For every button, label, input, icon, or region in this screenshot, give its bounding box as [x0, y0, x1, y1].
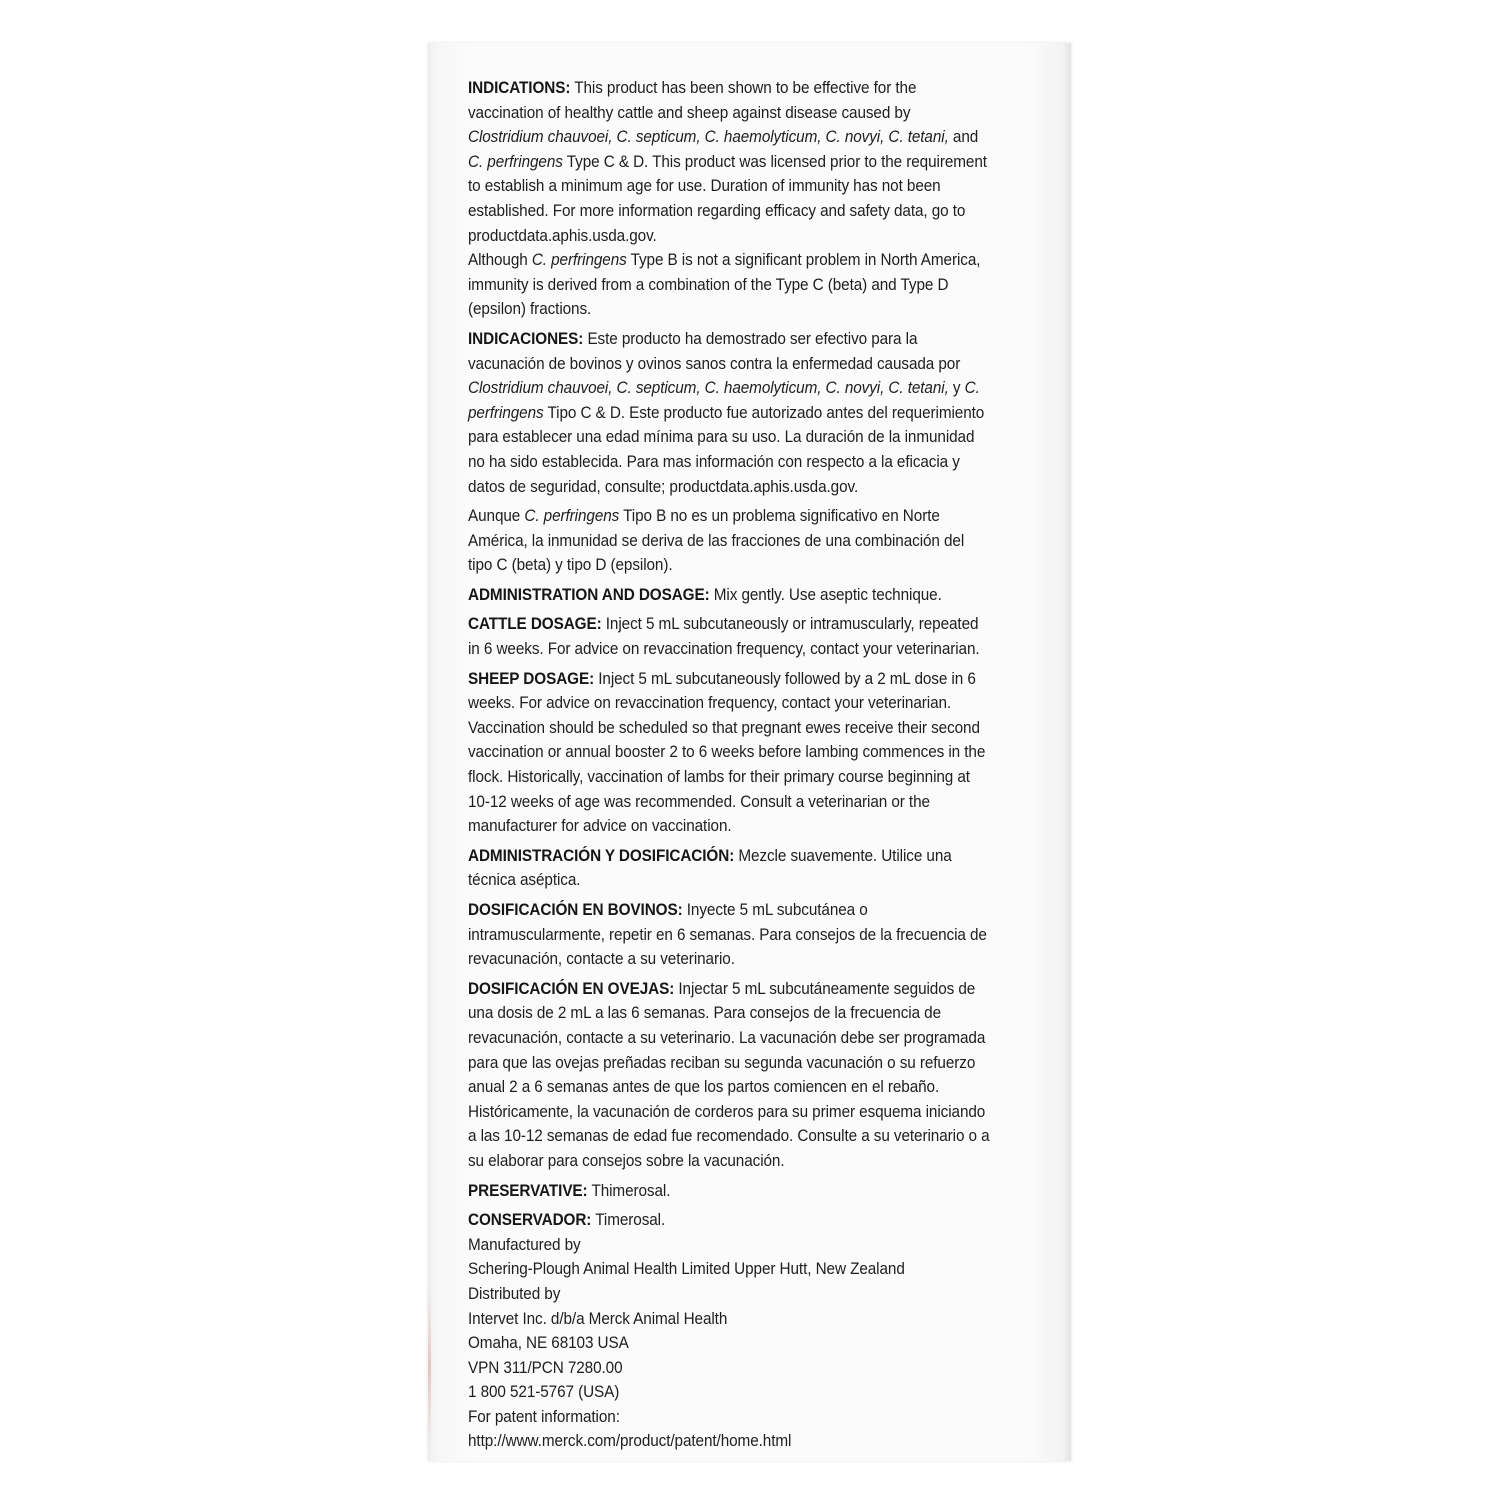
preservative-heading: PRESERVATIVE: [468, 1180, 588, 1200]
conservador-section [468, 1208, 990, 1233]
administration-section [468, 583, 990, 608]
indicaciones-text-1: Este producto ha demostrado ser efectivo para la vacunación de bovinos y ovinos sanos contra la enfermedad causada por [468, 328, 961, 373]
conservador-text: Timerosal. [591, 1210, 666, 1230]
indications-note [468, 248, 990, 322]
cattle-dosage-section [468, 612, 990, 661]
indicaciones-heading: INDICACIONES: [468, 328, 584, 348]
indicaciones-note-species: C. perfringens [524, 506, 620, 526]
administracion-section [468, 844, 990, 893]
cattle-dosage-heading: CATTLE DOSAGE: [468, 614, 602, 634]
indicaciones-note-1: Aunque [468, 506, 525, 526]
indications-species-2: C. perfringens [468, 151, 563, 171]
administracion-heading: ADMINISTRACIÓN Y DOSIFICACIÓN: [468, 845, 735, 865]
indications-text-3: Type C & D. This product was licensed prior to the requirement to establish a minimum age for use. Duration of immunity has not been established. For more information regarding efficacy and safety data, go to productdata.aphis.usda.gov. [468, 151, 987, 245]
bovinos-section [468, 898, 990, 972]
indicaciones-species-2: C. perfringens [468, 378, 980, 422]
indications-note-1: Although [468, 250, 532, 270]
conservador-heading: CONSERVADOR: [468, 1210, 592, 1230]
footer-line: Intervet Inc. d/b/a Merck Animal Health [468, 1308, 728, 1328]
bovinos-heading: DOSIFICACIÓN EN BOVINOS: [468, 900, 683, 919]
label-text-block [468, 76, 990, 1454]
patent-url: http://www.merck.com/product/patent/home.html [468, 1431, 792, 1451]
sheep-dosage-text: Inject 5 mL subcutaneously followed by a 2 mL dose in 6 weeks. For advice on revaccination frequency, contact your veterinarian. Vaccination should be scheduled so that pregnant ewes receive their second vaccination or annual booster 2 to 6 weeks before lambing commences in the flock. Historically, vaccination of lambs for their primary course beginning at 10-12 weeks of age was recommended. Consult a veterinarian or the manufacturer for advice on vaccination. [468, 668, 986, 836]
manufacturer-info [468, 1233, 990, 1454]
preservative-text: Thimerosal. [587, 1180, 671, 1200]
indicaciones-text-2: y [948, 378, 965, 398]
indications-text-1: This product has been shown to be effective for the vaccination of healthy cattle and sheep against disease caused by [468, 78, 917, 122]
sheep-dosage-section [468, 667, 990, 839]
indications-species-1: Clostridium chauvoei, C. septicum, C. haemolyticum, C. novyi, C. tetani, [468, 127, 949, 147]
ovejas-text: Injectar 5 mL subcutáneamente seguidos de una dosis de 2 mL a las 6 semanas. Para consejos de la frecuencia de revacunación, contacte a su veterinario. La vacunación debe ser programada para que las ovejas preñadas reciban su segunda vacunación o su refuerzo anual 2 a 6 semanas antes de que los partos comiencen en el rebaño. Históricamente, la vacunación de corderos para su primer esquema iniciando a las 10-12 semanas de edad fue recomendado. Consulte a su veterinario o a su elaborar para consejos sobre la vacunación. [468, 978, 990, 1170]
indicaciones-note-2: Tipo B no es un problema significativo en Norte América, la inmunidad se deriva de las fracciones de una combinación del tipo C (beta) y tipo D (epsilon). [468, 506, 965, 575]
administracion-text: Mezcle suavemente. Utilice una técnica aséptica. [468, 845, 952, 890]
indications-text-2: and [948, 127, 979, 147]
footer-line: Distributed by [468, 1283, 561, 1303]
footer-line: VPN 311/PCN 7280.00 [468, 1357, 623, 1377]
preservative-section [468, 1179, 990, 1204]
product-box-panel [428, 43, 1071, 1461]
indicaciones-section [468, 327, 990, 499]
box-edge-shading [428, 1293, 431, 1443]
footer-line: For patent information: [468, 1406, 620, 1426]
indications-note-species: C. perfringens [531, 250, 627, 270]
footer-line: Schering-Plough Animal Health Limited Upper Hutt, New Zealand [468, 1259, 905, 1279]
administration-heading: ADMINISTRATION AND DOSAGE: [468, 584, 710, 604]
administration-text: Mix gently. Use aseptic technique. [709, 584, 942, 604]
indicaciones-note [468, 504, 990, 578]
indicaciones-text-3: Tipo C & D. Este producto fue autorizado antes del requerimiento para establecer una edad mínima para su uso. La duración de la inmunidad no ha sido establecida. Para mas información con respecto a la eficacia y datos de seguridad, consulte; productdata.aphis.usda.gov. [468, 402, 985, 496]
sheep-dosage-heading: SHEEP DOSAGE: [468, 668, 595, 688]
cattle-dosage-text: Inject 5 mL subcutaneously or intramuscularly, repeated in 6 weeks. For advice on revaccination frequency, contact your veterinarian. [468, 614, 980, 659]
footer-line: Manufactured by [468, 1234, 581, 1254]
bovinos-text: Inyecte 5 mL subcutánea o intramuscularmente, repetir en 6 semanas. Para consejos de la frecuencia de revacunación, contacte a su veterinario. [468, 900, 987, 969]
indications-note-2: Type B is not a significant problem in North America, immunity is derived from a combination of the Type C (beta) and Type D (epsilon) fractions. [468, 250, 981, 319]
footer-line: Omaha, NE 68103 USA [468, 1333, 629, 1353]
ovejas-heading: DOSIFICACIÓN EN OVEJAS: [468, 978, 675, 998]
indications-heading: INDICATIONS: [468, 78, 571, 97]
indicaciones-species-1: Clostridium chauvoei, C. septicum, C. haemolyticum, C. novyi, C. tetani, [468, 378, 949, 398]
footer-line: 1 800 521-5767 (USA) [468, 1382, 620, 1402]
ovejas-section [468, 977, 990, 1174]
indications-section [468, 76, 990, 248]
